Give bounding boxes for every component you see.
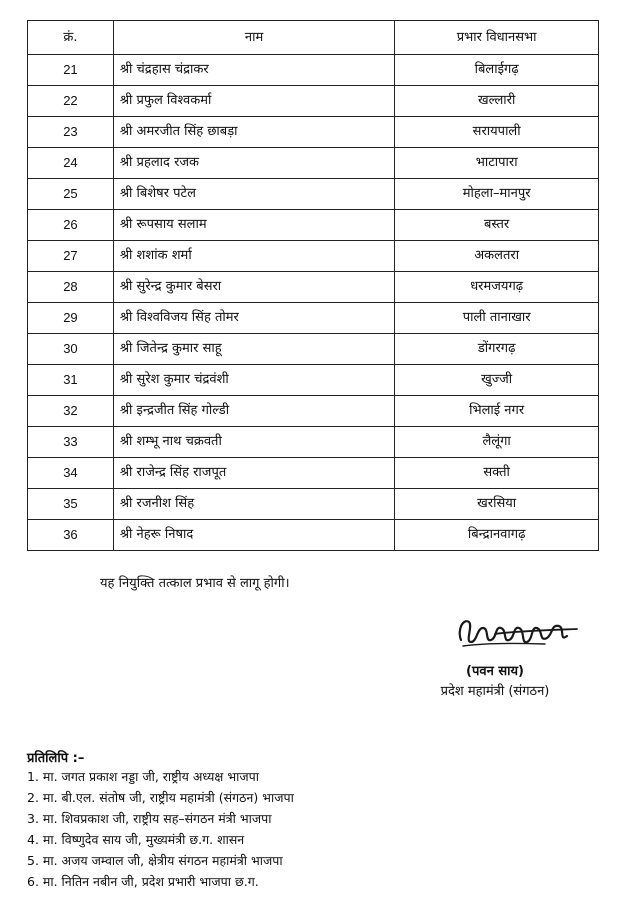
table-row xyxy=(28,520,599,551)
row-number: 34 xyxy=(28,458,114,489)
row-name: श्री रजनीश सिंह xyxy=(113,489,394,520)
row-constituency: अकलतरा xyxy=(395,241,599,272)
signatory-name: (पवन साय) xyxy=(466,664,524,679)
table-row xyxy=(28,427,599,458)
row-name: श्री इन्द्रजीत सिंह गोल्डी xyxy=(113,396,394,427)
row-name: श्री सुरेश कुमार चंद्रवंशी xyxy=(113,365,394,396)
table-row xyxy=(28,210,599,241)
table-row xyxy=(28,148,599,179)
row-name: श्री रूपसाय सलाम xyxy=(113,210,394,241)
row-number: 22 xyxy=(28,86,114,117)
row-number: 27 xyxy=(28,241,114,272)
row-constituency: भाटापारा xyxy=(395,148,599,179)
effect-note: यह नियुक्ति तत्काल प्रभाव से लागू होगी। xyxy=(100,576,290,591)
header-name: नाम xyxy=(113,21,394,55)
row-name: श्री प्रहलाद रजक xyxy=(113,148,394,179)
copy-to-item: 1. मा. जगत प्रकाश नड्डा जी, राष्ट्रीय अध्यक्ष भाजपा xyxy=(27,769,259,784)
header-constituency: प्रभार विधानसभा xyxy=(395,21,599,55)
copy-to-item: 3. मा. शिवप्रकाश जी, राष्ट्रीय सह–संगठन मंत्री भाजपा xyxy=(27,811,272,826)
row-name: श्री नेहरू निषाद xyxy=(113,520,394,551)
row-name: श्री सुरेन्द्र कुमार बेसरा xyxy=(113,272,394,303)
copy-to-item: 4. मा. विष्णुदेव साय जी, मुख्यमंत्री छ.ग. शासन xyxy=(27,832,245,847)
row-constituency: धरमजयगढ़ xyxy=(395,272,599,303)
row-constituency: भिलाई नगर xyxy=(395,396,599,427)
row-constituency: खल्लारी xyxy=(395,86,599,117)
row-name: श्री जितेन्द्र कुमार साहू xyxy=(113,334,394,365)
row-constituency: सरायपाली xyxy=(395,117,599,148)
row-number: 21 xyxy=(28,55,114,86)
table-row xyxy=(28,179,599,210)
row-constituency: सक्ती xyxy=(395,458,599,489)
row-constituency: खुज्जी xyxy=(395,365,599,396)
table-row xyxy=(28,272,599,303)
table-row xyxy=(28,458,599,489)
row-number: 30 xyxy=(28,334,114,365)
row-constituency: बिन्द्रानवागढ़ xyxy=(395,520,599,551)
row-constituency: लैलूंगा xyxy=(395,427,599,458)
appointments-table xyxy=(27,20,599,551)
table-row xyxy=(28,365,599,396)
row-number: 25 xyxy=(28,179,114,210)
row-name: श्री चंद्रहास चंद्राकर xyxy=(113,55,394,86)
row-name: श्री शम्भू नाथ चक्रवती xyxy=(113,427,394,458)
row-constituency: खरसिया xyxy=(395,489,599,520)
row-name: श्री शशांक शर्मा xyxy=(113,241,394,272)
row-number: 28 xyxy=(28,272,114,303)
table-row xyxy=(28,86,599,117)
row-number: 31 xyxy=(28,365,114,396)
header-number: क्रं. xyxy=(28,21,114,55)
row-number: 33 xyxy=(28,427,114,458)
row-number: 26 xyxy=(28,210,114,241)
row-constituency: बिलाईगढ़ xyxy=(395,55,599,86)
row-name: श्री प्रफुल विश्वकर्मा xyxy=(113,86,394,117)
table-row xyxy=(28,334,599,365)
copy-to-list xyxy=(27,766,294,892)
row-constituency: बस्तर xyxy=(395,210,599,241)
row-number: 29 xyxy=(28,303,114,334)
table-row xyxy=(28,241,599,272)
table-row xyxy=(28,55,599,86)
row-number: 36 xyxy=(28,520,114,551)
row-constituency: पाली तानाखार xyxy=(395,303,599,334)
copy-to-item: 2. मा. बी.एल. संतोष जी, राष्ट्रीय महामंत्री (संगठन) भाजपा xyxy=(27,790,294,805)
row-name: श्री राजेन्द्र सिंह राजपूत xyxy=(113,458,394,489)
row-number: 35 xyxy=(28,489,114,520)
copy-to-item: 5. मा. अजय जम्वाल जी, क्षेत्रीय संगठन महामंत्री भाजपा xyxy=(27,853,283,868)
table-header-row xyxy=(28,21,599,55)
row-number: 24 xyxy=(28,148,114,179)
row-constituency: डोंगरगढ़ xyxy=(395,334,599,365)
row-number: 32 xyxy=(28,396,114,427)
row-name: श्री बिशेषर पटेल xyxy=(113,179,394,210)
signatory-title: प्रदेश महामंत्री (संगठन) xyxy=(440,684,550,699)
table-row xyxy=(28,303,599,334)
copy-to-heading: प्रतिलिपि :– xyxy=(27,751,85,766)
signature-mark xyxy=(455,612,580,652)
table-row xyxy=(28,396,599,427)
table-body xyxy=(28,55,599,551)
copy-to-item: 6. मा. नितिन नबीन जी, प्रदेश प्रभारी भाजपा छ.ग. xyxy=(27,874,259,889)
row-constituency: मोहला–मानपुर xyxy=(395,179,599,210)
row-name: श्री विश्वविजय सिंह तोमर xyxy=(113,303,394,334)
table-row xyxy=(28,489,599,520)
table-row xyxy=(28,117,599,148)
row-name: श्री अमरजीत सिंह छाबड़ा xyxy=(113,117,394,148)
row-number: 23 xyxy=(28,117,114,148)
